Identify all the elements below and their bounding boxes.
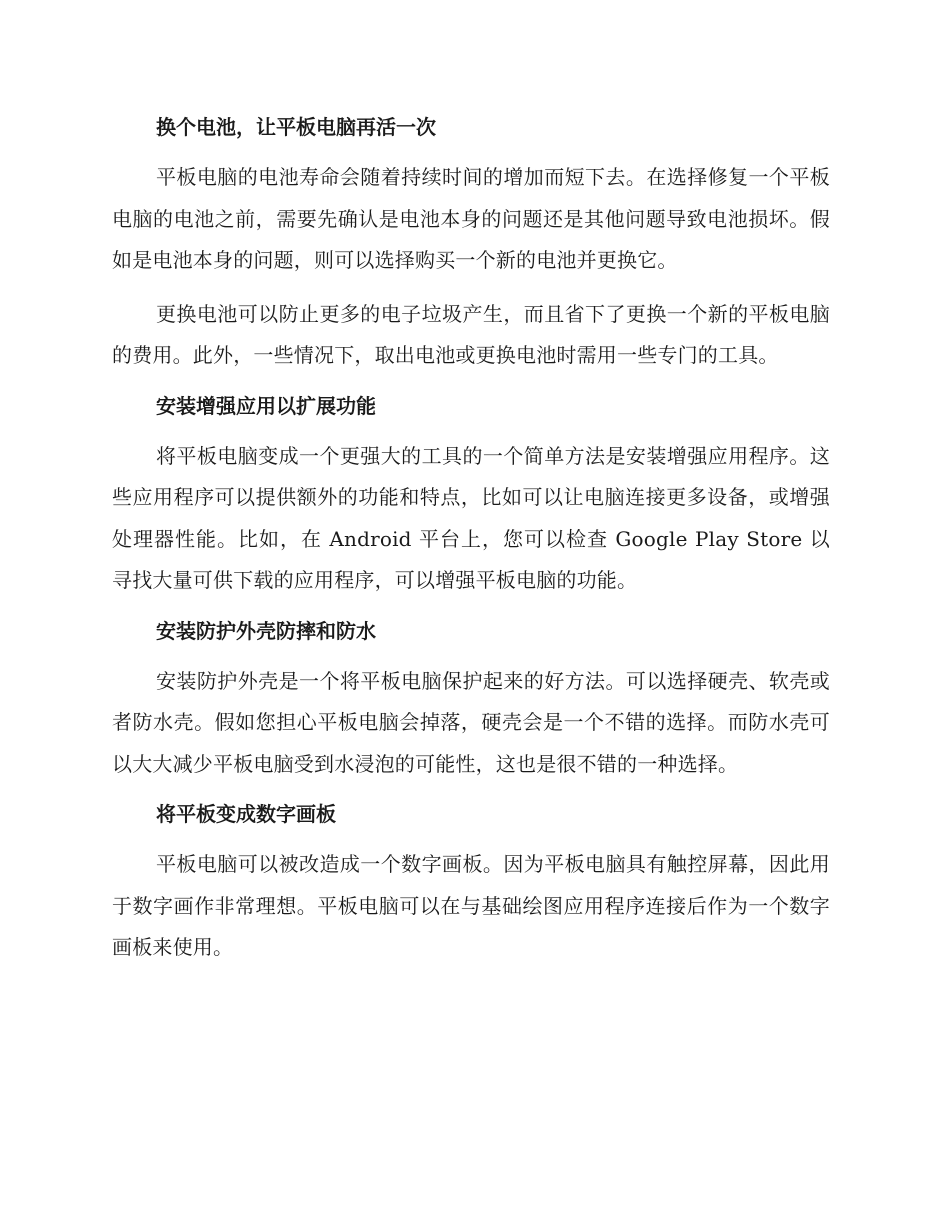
paragraph-apps-1: 将平板电脑变成一个更强大的工具的一个简单方法是安装增强应用程序。这些应用程序可以提供额外的功能和特点，比如可以让电脑连接更多设备，或增强处理器性能。比如，在 Android 平台上，您可以检查 Google Play Store 以寻找大量可供下载的应用程序，可以增强平板电脑的功能。 <box>112 443 830 592</box>
paragraph-case-1: 安装防护外壳是一个将平板电脑保护起来的好方法。可以选择硬壳、软壳或者防水壳。假如您担心平板电脑会掉落，硬壳会是一个不错的选择。而防水壳可以大大减少平板电脑受到水浸泡的可能性，这也是很不错的一种选择。 <box>112 668 830 776</box>
section-heading-apps: 安装增强应用以扩展功能 <box>156 393 376 418</box>
section-heading-drawing: 将平板变成数字画板 <box>156 802 336 826</box>
section-heading-battery: 换个电池，让平板电脑再活一次 <box>156 115 436 139</box>
paragraph-battery-2: 更换电池可以防止更多的电子垃圾产生，而且省下了更换一个新的平板电脑的费用。此外，一些情况下，取出电池或更换电池时需用一些专门的工具。 <box>112 301 830 367</box>
paragraph-battery-1: 平板电脑的电池寿命会随着持续时间的增加而短下去。在选择修复一个平板电脑的电池之前，需要先确认是电池本身的问题还是其他问题导致电池损坏。假如是电池本身的问题，则可以选择购买一个新的电池并更换它。 <box>112 165 830 272</box>
document-body <box>112 110 830 981</box>
section-heading-case: 安装防护外壳防摔和防水 <box>156 618 376 643</box>
paragraph-drawing-1: 平板电脑可以被改造成一个数字画板。因为平板电脑具有触控屏幕，因此用于数字画作非常理想。平板电脑可以在与基础绘图应用程序连接后作为一个数字画板来使用。 <box>112 852 830 959</box>
